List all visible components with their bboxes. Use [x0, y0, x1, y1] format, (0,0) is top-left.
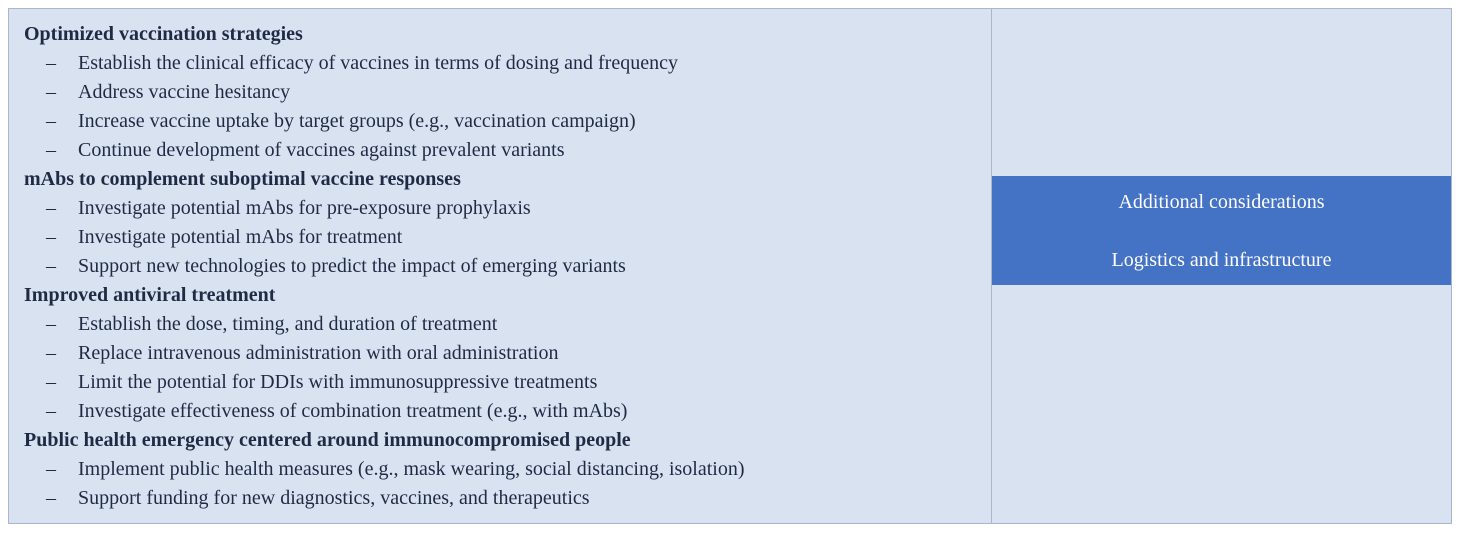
list-item [24, 397, 991, 426]
considerations-cell [992, 9, 1451, 523]
bullet-dash: – [46, 52, 56, 74]
bullet-dash: – [46, 226, 56, 248]
list-item-text: Establish the clinical efficacy of vaccines in terms of dosing and frequency [78, 52, 678, 74]
bullet-dash: – [46, 110, 56, 132]
list-item [24, 107, 991, 136]
list-item [24, 339, 991, 368]
list-item-text: Support new technologies to predict the impact of emerging variants [78, 255, 626, 277]
list-item-text: Support funding for new diagnostics, vaccines, and therapeutics [78, 487, 590, 509]
list-item-text: Investigate potential mAbs for treatment [78, 226, 403, 248]
bullet-dash: – [46, 139, 56, 161]
list-item [24, 194, 991, 223]
section-vaccination [24, 20, 991, 165]
list-item-text: Increase vaccine uptake by target groups (e.g., vaccination campaign) [78, 110, 636, 132]
summary-table [8, 8, 1452, 524]
bullet-dash: – [46, 342, 56, 364]
list-item-text: Implement public health measures (e.g., mask wearing, social distancing, isolation) [78, 458, 745, 480]
list-item-text: Address vaccine hesitancy [78, 81, 291, 103]
list-item [24, 484, 991, 513]
section-title: Optimized vaccination strategies [24, 23, 303, 45]
list-item-text: Limit the potential for DDIs with immunosuppressive treatments [78, 371, 598, 393]
list-item [24, 136, 991, 165]
bullet-dash: – [46, 313, 56, 335]
list-item-text: Establish the dose, timing, and duration of treatment [78, 313, 498, 335]
list-item [24, 455, 991, 484]
list-item [24, 223, 991, 252]
list-item [24, 49, 991, 78]
section-title: Improved antiviral treatment [24, 284, 276, 306]
list-item [24, 368, 991, 397]
recommendations-cell [9, 9, 992, 523]
section-title: mAbs to complement suboptimal vaccine responses [24, 168, 461, 190]
bullet-dash: – [46, 81, 56, 103]
list-item [24, 252, 991, 281]
bullet-dash: – [46, 400, 56, 422]
bullet-dash: – [46, 371, 56, 393]
list-item-text: Replace intravenous administration with oral administration [78, 342, 559, 364]
logistics-infrastructure-label: Logistics and infrastructure [1111, 249, 1332, 271]
list-item-text: Continue development of vaccines against prevalent variants [78, 139, 565, 161]
bullet-dash: – [46, 197, 56, 219]
additional-considerations-label: Additional considerations [1118, 191, 1325, 213]
section-title: Public health emergency centered around immunocompromised people [24, 429, 631, 451]
section-mabs [24, 165, 991, 281]
section-public-health [24, 426, 991, 513]
list-item-text: Investigate potential mAbs for pre-exposure prophylaxis [78, 197, 531, 219]
considerations-highlight-box [992, 176, 1451, 285]
list-item [24, 310, 991, 339]
bullet-dash: – [46, 255, 56, 277]
list-item [24, 78, 991, 107]
bullet-dash: – [46, 487, 56, 509]
list-item-text: Investigate effectiveness of combination treatment (e.g., with mAbs) [78, 400, 628, 422]
section-antiviral [24, 281, 991, 426]
bullet-dash: – [46, 458, 56, 480]
